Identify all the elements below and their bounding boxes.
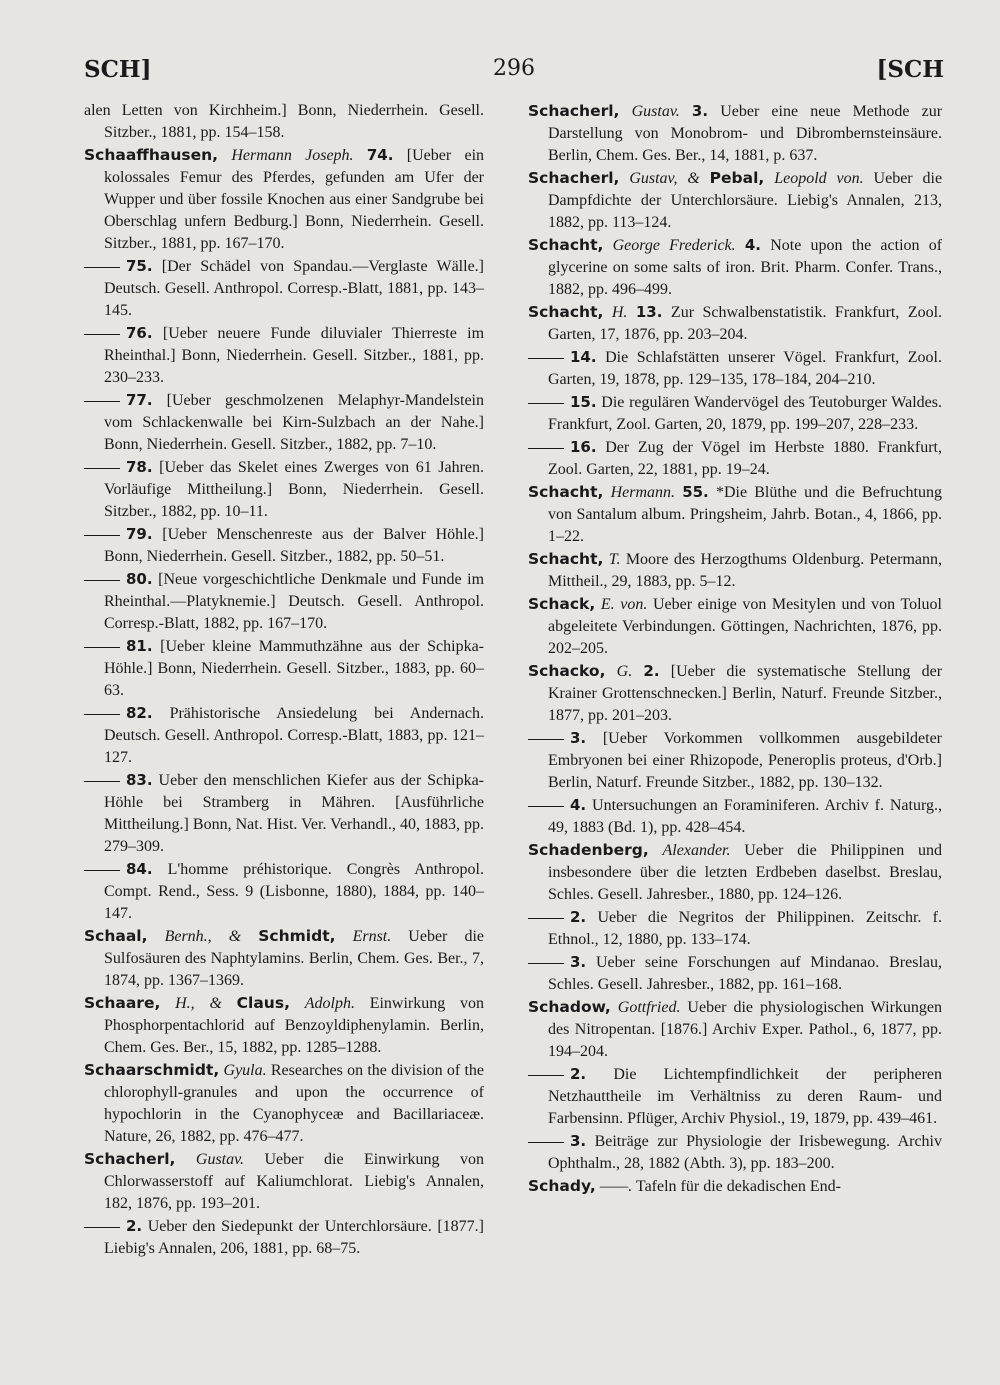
author-surname: Schaaffhausen,: [84, 146, 219, 164]
ditto-dash: [84, 401, 120, 402]
entry-text: Die regulären Wandervögel des Teutoburger Waldes. Frankfurt, Zool. Garten, 20, 1879, pp. 199–207, 228–233.: [548, 394, 943, 433]
entry-lead: [84, 459, 484, 520]
author-surname: Schacht,: [528, 550, 604, 568]
ditto-dash: [84, 334, 120, 335]
entry-text: [Ueber kleine Mammuthzähne aus der Schipka-Höhle.] Bonn, Niederrhein. Gesell. Sitzber., 1883, pp. 60–63.: [104, 638, 485, 699]
author-surname: Schaare,: [84, 994, 161, 1012]
ditto-dash: [84, 870, 120, 871]
bibliography-entry: [528, 996, 942, 1063]
entry-number: 14.: [570, 348, 597, 366]
author-forename: H.: [611, 304, 628, 321]
bibliography-entry: [528, 727, 942, 794]
coauthor-surname: Pebal,: [709, 169, 765, 187]
author-forename: George Frederick.: [612, 237, 736, 254]
author-surname: Schacko,: [528, 662, 606, 680]
ditto-dash: [528, 1075, 564, 1076]
entry-text: [Ueber Menschenreste aus der Balver Höhle.] Bonn, Niederrhein. Gesell. Sitzber., 1882, pp. 50–51.: [104, 526, 484, 565]
bibliography-entry: [528, 301, 942, 346]
entry-number: 3.: [570, 953, 587, 971]
ditto-dash: [528, 806, 564, 807]
entry-text: Note upon the action of glycerine on some salts of iron. Brit. Pharm. Confer. Trans., 1882, pp. 496–499.: [548, 237, 943, 298]
author-surname: Schaal,: [84, 927, 148, 945]
bibliography-entry: [84, 702, 484, 769]
ditto-dash: [84, 714, 120, 715]
author-surname: Schack,: [528, 595, 596, 613]
entry-lead: [528, 103, 942, 164]
entry-lead: [84, 102, 484, 141]
bibliography-entry: [528, 1130, 942, 1175]
bibliography-entry: [528, 346, 942, 391]
entry-text: alen Letten von Kirchheim.] Bonn, Niederrhein. Gesell. Sitzber., 1881, pp. 154–158.: [84, 102, 484, 141]
entry-number: 16.: [570, 438, 597, 456]
bibliography-entry: [84, 1059, 484, 1148]
author-surname: Schacherl,: [84, 1150, 176, 1168]
entry-text: [Ueber Vorkommen vollkommen ausgebildeter Embryonen bei einer Rhizopode, Peneroplis proteus, d'Orb.] Berlin, Naturf. Freunde Sitzber., 1882, pp. 130–132.: [548, 730, 942, 791]
ditto-dash: [84, 1227, 120, 1228]
entry-lead: [528, 797, 942, 836]
entry-number: 75.: [126, 257, 153, 275]
entry-number: 77.: [126, 391, 153, 409]
author-surname: Schady,: [528, 1177, 596, 1195]
entry-number: 78.: [126, 458, 153, 476]
entry-lead: [84, 1218, 484, 1257]
bibliography-entry: [84, 456, 484, 523]
bibliography-entry: [528, 234, 942, 301]
author-forename: Gustav.: [631, 103, 680, 120]
entry-lead: [84, 258, 484, 319]
entry-text: Die Schlafstätten unserer Vögel. Frankfurt, Zool. Garten, 19, 1878, pp. 129–135, 178–184, 204–210.: [548, 349, 943, 388]
entry-lead: [84, 928, 484, 989]
entry-number: 4.: [570, 796, 587, 814]
entry-lead: [84, 861, 484, 922]
entry-text: [Ueber das Skelet eines Zwerges von 61 Jahren. Vorläufige Mittheilung.] Bonn, Niederrhein. Gesell. Sitzber., 1882, pp. 10–11.: [104, 459, 484, 520]
entry-number: 80.: [126, 570, 153, 588]
entry-number: 3.: [691, 102, 709, 120]
entry-number: 81.: [126, 637, 153, 655]
ditto-dash: [528, 1142, 564, 1143]
ditto-dash: [528, 358, 564, 359]
author-forename: Gyula.: [223, 1062, 267, 1079]
bibliography-entry: [84, 144, 484, 255]
entry-number: 55.: [682, 483, 709, 501]
entry-text: [Der Schädel von Spandau.—Verglaste Wälle.] Deutsch. Gesell. Anthropol. Corresp.-Blatt, 1881, pp. 143–145.: [104, 258, 485, 319]
ditto-dash: [84, 580, 120, 581]
right-column: [528, 100, 942, 1198]
entry-lead: [528, 394, 942, 433]
entry-text: [Ueber neuere Funde diluvialer Thierreste im Rheinthal.] Bonn, Niederrhein. Gesell. Sitzber., 1881, pp. 230–233.: [104, 325, 485, 386]
ditto-dash: [528, 403, 564, 404]
entry-text: Ueber die Negritos der Philippinen. Zeitschr. f. Ethnol., 12, 1880, pp. 133–174.: [548, 909, 943, 948]
entry-lead: [528, 954, 942, 993]
bibliography-entry: [528, 436, 942, 481]
bibliography-entry: [528, 906, 942, 951]
coauthor-forename: Adolph.: [304, 995, 355, 1012]
entry-lead: [528, 1178, 841, 1195]
entry-lead: [528, 663, 942, 724]
author-surname: Schacht,: [528, 236, 604, 254]
entry-text: Ueber die Einwirkung von Chlorwasserstoff auf Kaliumchlorat. Liebig's Annalen, 182, 1876, pp. 193–201.: [104, 1151, 485, 1212]
entry-number: 2.: [570, 908, 587, 926]
author-forename: G.: [616, 663, 633, 680]
ditto-dash: [528, 448, 564, 449]
bibliography-entry: [528, 548, 942, 593]
author-surname: Schacht,: [528, 303, 604, 321]
entry-number: 82.: [126, 704, 153, 722]
author-forename: ——.: [599, 1178, 633, 1195]
ditto-dash: [84, 781, 120, 782]
entry-number: 3.: [570, 1132, 587, 1150]
coauthor-surname: Schmidt,: [258, 927, 336, 945]
bibliography-entry: [528, 839, 942, 906]
entry-number: 76.: [126, 324, 153, 342]
entry-lead: [84, 705, 484, 766]
page-number: 296: [493, 56, 535, 81]
entry-lead: [84, 1062, 484, 1145]
entry-text: [Neue vorgeschichtliche Denkmale und Funde im Rheinthal.—Platyknemie.] Deutsch. Gesell. Anthropol. Corresp.-Blatt, 1882, pp. 167–170.: [104, 571, 485, 632]
entry-lead: [84, 995, 484, 1056]
entry-text: Prähistorische Ansiedelung bei Andernach. Deutsch. Gesell. Anthropol. Corresp.-Blatt, 1883, pp. 121–127.: [104, 705, 484, 766]
bibliography-entry: [528, 660, 942, 727]
author-forename: Bernh., &: [164, 928, 259, 945]
entry-lead: [528, 730, 942, 791]
entry-lead: [528, 439, 942, 478]
author-forename: Hermann.: [610, 484, 675, 501]
bibliography-entry: [528, 167, 942, 234]
entry-text: Ueber die Dampfdichte der Unterchlorsäure. Liebig's Annalen, 213, 1882, pp. 113–124.: [548, 170, 943, 231]
entry-text: Moore des Herzogthums Oldenburg. Petermann, Mittheil., 29, 1883, pp. 5–12.: [548, 551, 942, 590]
entry-number: 83.: [126, 771, 153, 789]
entry-lead: [84, 571, 484, 632]
entry-text: Ueber die physiologischen Wirkungen des Nitropentan. [1876.] Archiv Exper. Pathol., 6, 1877, pp. 194–204.: [548, 999, 942, 1060]
bibliography-entry: [84, 992, 484, 1059]
entry-number: 13.: [635, 303, 663, 321]
bibliography-entry: [528, 391, 942, 436]
ditto-dash: [84, 535, 120, 536]
bibliography-entry: [84, 858, 484, 925]
header-right: [SCH: [876, 56, 944, 83]
author-forename: Alexander.: [662, 842, 731, 859]
entry-lead: [84, 772, 484, 855]
author-forename: E. von.: [600, 596, 648, 613]
bibliography-entry: [84, 389, 484, 456]
bibliography-entry: [84, 255, 484, 322]
entry-lead: [528, 484, 942, 545]
entry-lead: [528, 304, 942, 343]
ditto-dash: [528, 739, 564, 740]
bibliography-entry: [528, 794, 942, 839]
author-forename: Gustav, &: [629, 170, 710, 187]
entry-lead: [528, 237, 942, 298]
coauthor-forename: Leopold von.: [774, 170, 864, 187]
entry-text: Ueber eine neue Methode zur Darstellung von Monobrom- und Dibrombernsteinsäure. Berlin, Chem. Ges. Ber., 14, 1881, p. 637.: [548, 103, 943, 164]
bibliography-entry: [84, 635, 484, 702]
bibliography-entry: [84, 100, 484, 144]
entry-text: Zur Schwalbenstatistik. Frankfurt, Zool. Garten, 17, 1876, pp. 203–204.: [548, 304, 943, 343]
entry-lead: [84, 325, 484, 386]
entry-text: Ueber seine Forschungen auf Mindanao. Breslau, Schles. Gesell. Jahresber., 1882, pp. 161–168.: [548, 954, 942, 993]
entry-number: 74.: [366, 146, 394, 164]
entry-text: Die Lichtempfindlichkeit der peripheren Netzhauttheile im Verhältniss zu deren Raum- und Farbensinn. Pflüger, Archiv Physiol., 19, 1879, pp. 439–461.: [548, 1066, 942, 1127]
entry-number: 2.: [570, 1065, 587, 1083]
bibliography-entry: [528, 593, 942, 660]
entry-text: L'homme préhistorique. Congrès Anthropol. Compt. Rend., Sess. 9 (Lisbonne, 1880), 1884, pp. 140–147.: [104, 861, 484, 922]
entry-text: Einwirkung von Phosphorpentachlorid auf Benzoyldiphenylamin. Berlin, Chem. Ges. Ber., 15, 1882, pp. 1285–1288.: [104, 995, 485, 1056]
author-forename: Gustav.: [195, 1151, 245, 1168]
entry-text: Ueber den menschlichen Kiefer aus der Schipka-Höhle bei Stramberg in Mähren. [Ausführliche Mittheilung.] Bonn, Nat. Hist. Ver. Verhandl., 40, 1883, pp. 279–309.: [104, 772, 484, 855]
entry-lead: [84, 526, 484, 565]
bibliography-entry: [528, 1063, 942, 1130]
ditto-dash: [84, 468, 120, 469]
ditto-dash: [84, 647, 120, 648]
entry-lead: [528, 999, 942, 1060]
bibliography-entry: [528, 100, 942, 167]
entry-lead: [528, 1133, 942, 1172]
running-header: [84, 56, 944, 92]
bibliography-entry: [84, 769, 484, 858]
entry-lead: [528, 170, 942, 231]
coauthor-surname: Claus,: [236, 994, 290, 1012]
left-column: [84, 100, 484, 1260]
entry-number: 2.: [126, 1217, 143, 1235]
entry-text: [Ueber ein kolossales Femur des Pferdes, gefunden am Ufer der Wupper und über fossile Knochen aus einer Sandgrube bei Oberschlag unfern Bedburg.] Bonn, Niederrhein. Gesell. Sitzber., 1881, pp. 167–170.: [104, 147, 485, 252]
bibliography-entry: [528, 481, 942, 548]
entry-text: [Ueber die systematische Stellung der Krainer Grottenschnecken.] Berlin, Naturf. Freunde Sitzber., 1877, pp. 201–203.: [548, 663, 943, 724]
author-surname: Schadow,: [528, 998, 611, 1016]
ditto-dash: [528, 963, 564, 964]
author-surname: Schaarschmidt,: [84, 1061, 220, 1079]
author-surname: Schacherl,: [528, 169, 620, 187]
bibliography-entry: [528, 1175, 942, 1198]
entry-text: *Die Blüthe und die Befruchtung von Santalum album. Pringsheim, Jahrb. Botan., 4, 1866, pp. 1–22.: [548, 484, 942, 545]
entry-lead: [528, 842, 942, 903]
entry-text: Untersuchungen an Foraminiferen. Archiv f. Naturg., 49, 1883 (Bd. 1), pp. 428–454.: [548, 797, 943, 836]
author-forename: H., &: [175, 995, 237, 1012]
author-forename: T.: [608, 551, 621, 568]
entry-lead: [528, 349, 942, 388]
entry-text: Researches on the division of the chlorophyll-granules and upon the occurrence of hypochlorin in the Cyanophyceæ and Bacillariaceæ. Nature, 26, 1882, pp. 476–477.: [104, 1062, 485, 1145]
author-surname: Schacht,: [528, 483, 604, 501]
entry-text: Ueber einige von Mesitylen und von Toluol abgeleitete Verbindungen. Göttingen, Nachrichten, 1876, pp. 202–205.: [548, 596, 943, 657]
entry-text: Ueber den Siedepunkt der Unterchlorsäure. [1877.] Liebig's Annalen, 206, 1881, pp. 68–75.: [104, 1218, 485, 1257]
ditto-dash: [528, 918, 564, 919]
entry-text: Ueber die Sulfosäuren des Naphtylamins. Berlin, Chem. Ges. Ber., 7, 1874, pp. 1367–1369.: [104, 928, 484, 989]
bibliography-entry: [84, 1148, 484, 1215]
entry-number: 2.: [643, 662, 660, 680]
author-forename: Hermann Joseph.: [231, 147, 354, 164]
author-surname: Schacherl,: [528, 102, 620, 120]
entry-text: [Ueber geschmolzenen Melaphyr-Mandelstein vom Schlackenwalle bei Kirn-Sulzbach an der Nahe.] Bonn, Niederrhein. Gesell. Sitzber., 1882, pp. 7–10.: [104, 392, 485, 453]
bibliography-entry: [84, 1215, 484, 1260]
entry-lead: [528, 551, 942, 590]
entry-text: Ueber die Philippinen und insbesondere über die letzten Erdbeben daselbst. Breslau, Schles. Gesell. Jahresber., 1880, pp. 124–126.: [548, 842, 943, 903]
coauthor-forename: Ernst.: [352, 928, 392, 945]
bibliography-entry: [84, 523, 484, 568]
author-forename: Gottfried.: [617, 999, 681, 1016]
entry-text: Der Zug der Vögel im Herbste 1880. Frankfurt, Zool. Garten, 22, 1881, pp. 19–24.: [548, 439, 943, 478]
entry-number: 3.: [570, 729, 587, 747]
bibliography-entry: [84, 925, 484, 992]
author-surname: Schadenberg,: [528, 841, 649, 859]
header-left: SCH]: [84, 56, 152, 83]
ditto-dash: [84, 267, 120, 268]
entry-lead: [84, 1151, 484, 1212]
entry-number: 84.: [126, 860, 153, 878]
bibliography-entry: [528, 951, 942, 996]
entry-lead: [528, 1066, 942, 1127]
entry-lead: [84, 392, 484, 453]
bibliography-entry: [84, 568, 484, 635]
entry-lead: [84, 147, 484, 252]
entry-text: Tafeln für die dekadischen End-: [635, 1178, 841, 1195]
bibliography-entry: [84, 322, 484, 389]
entry-lead: [528, 596, 942, 657]
entry-number: 79.: [126, 525, 153, 543]
entry-lead: [528, 909, 942, 948]
entry-number: 4.: [744, 236, 761, 254]
entry-text: Beiträge zur Physiologie der Irisbewegung. Archiv Ophthalm., 28, 1882 (Abth. 3), pp. 183–200.: [548, 1133, 943, 1172]
entry-lead: [84, 638, 484, 699]
entry-number: 15.: [570, 393, 597, 411]
